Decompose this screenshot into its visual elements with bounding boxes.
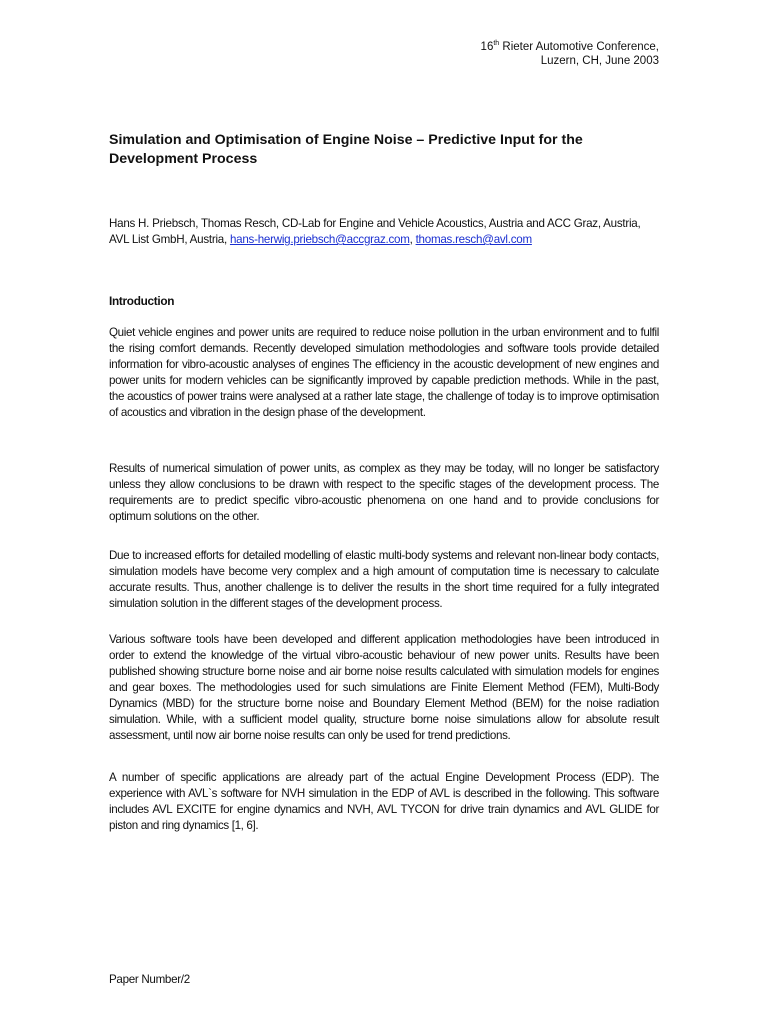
email-separator: , [409, 233, 416, 246]
conference-name-line [259, 40, 659, 54]
author-affiliations: Hans H. Priebsch, Thomas Resch, CD-Lab for Engine and Vehicle Acoustics, Austria and ACC Graz, Austria, AVL List GmbH, Austria, [109, 217, 641, 246]
conference-edition-suffix: th [493, 40, 500, 48]
conference-edition-number: 16 [480, 41, 494, 53]
paragraph: Results of numerical simulation of power units, as complex as they may be today, will no longer be satisfactory unless they allow conclusions to be drawn with respect to the specific stages of the development process. The requirements are to predict specific vibro-acoustic phenomena on one hand and to provide conclusions for optimum solutions on the other. [109, 462, 659, 523]
conference-location-date: Luzern, CH, June 2003 [540, 55, 659, 67]
email-link-priebsch[interactable]: hans-herwig.priebsch@accgraz.com [229, 233, 410, 246]
page-footer-paper-number: Paper Number/2 [109, 973, 190, 986]
section-heading-introduction: Introduction [109, 294, 175, 308]
paragraph: Due to increased efforts for detailed modelling of elastic multi-body systems and relevant non-linear body contacts, simulation models have become very complex and a high amount of computation time is necessary to calculate accurate results. Thus, another challenge is to deliver the results in the short time required for a fully integrated simulation solution in the different stages of the development process. [109, 549, 659, 610]
paragraph: Various software tools have been developed and different application methodologies have been introduced in order to extend the knowledge of the virtual vibro-acoustic behaviour of new power units. Results have been published showing structure borne noise and air borne noise results calculated with simulation models for engines and gear boxes. The methodologies used for such simulations are Finite Element Method (FEM), Multi-Body Dynamics (MBD) for the structure borne noise and Boundary Element Method (BEM) for the noise radiation simulation. While, with a sufficient model quality, structure borne noise simulations allow for absolute result assessment, until now air borne noise results can only be used for trend predictions. [109, 633, 659, 742]
conference-header [259, 40, 659, 68]
email-link-resch[interactable]: thomas.resch@avl.com [415, 233, 532, 246]
paper-title: Simulation and Optimisation of Engine Noise – Predictive Input for the Development Process [109, 132, 583, 167]
conference-name: Rieter Automotive Conference, [499, 41, 659, 53]
paragraph: Quiet vehicle engines and power units are required to reduce noise pollution in the urban environment and to fulfil the rising comfort demands. Recently developed simulation methodologies and software tools provide detailed information for vibro-acoustic analyses of engines The efficiency in the acoustic development of new engines and power units for modern vehicles can be significantly improved by capable prediction methods. While in the past, the acoustics of power trains were analysed at a rather late stage, the challenge of today is to improve optimisation of acoustics and vibration in the design phase of the development. [109, 326, 659, 419]
paragraph: A number of specific applications are already part of the actual Engine Development Process (EDP). The experience with AVL`s software for NVH simulation in the EDP of AVL is described in the following. This software includes AVL EXCITE for engine dynamics and NVH, AVL TYCON for drive train dynamics and AVL GLIDE for piston and ring dynamics [1, 6]. [109, 771, 659, 832]
author-block [109, 216, 661, 248]
